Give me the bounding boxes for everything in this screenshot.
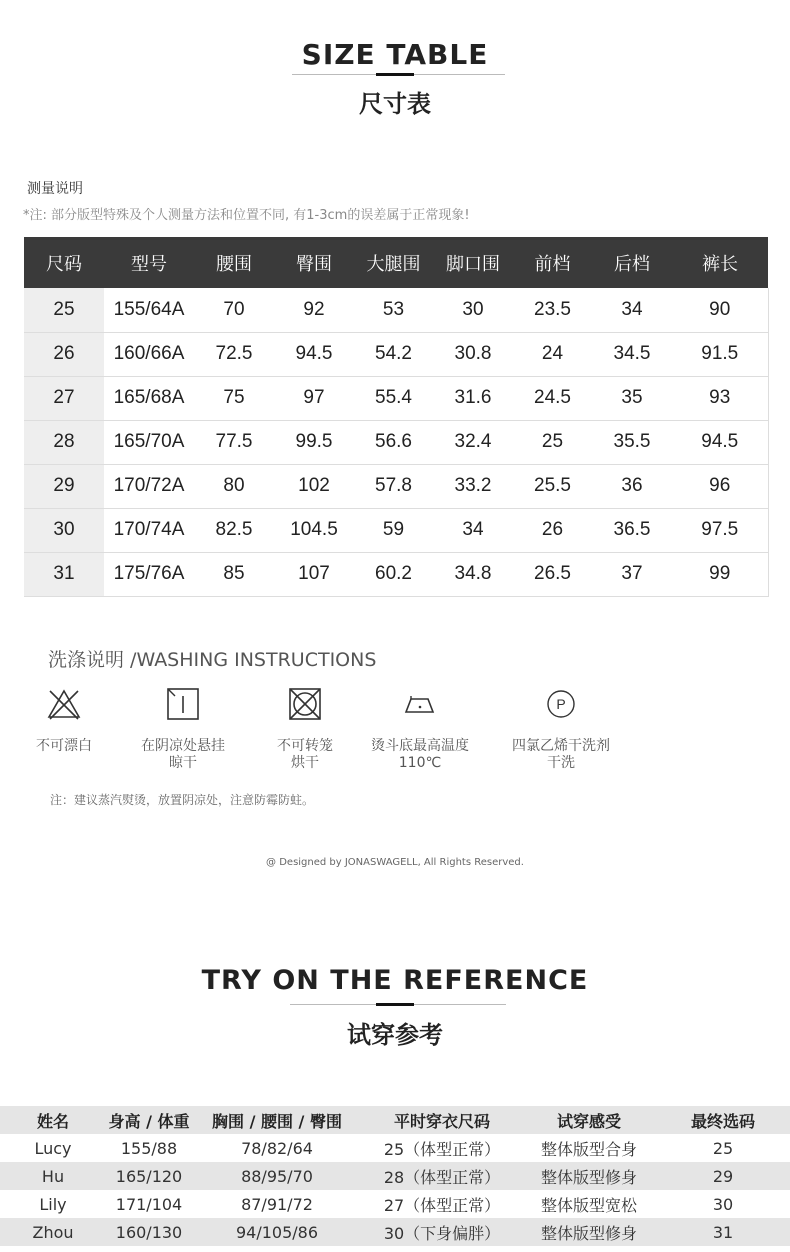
- back-rise-cell: 34.5: [592, 332, 672, 376]
- table-row: [24, 288, 768, 332]
- back-rise-cell: 35: [592, 376, 672, 420]
- waist-cell: 72.5: [194, 332, 274, 376]
- wash-label-line: 110℃: [398, 755, 442, 771]
- back-rise-cell: 35.5: [592, 420, 672, 464]
- model-cell: 175/76A: [104, 552, 194, 596]
- wash-item-dry-clean: [491, 686, 631, 772]
- try-on-subtitle: 试穿参考: [347, 1021, 443, 1049]
- measurements-cell: 88/95/70: [192, 1162, 362, 1190]
- header-model: 型号: [104, 237, 194, 288]
- wash-label-line: 四氯乙烯干洗剂: [512, 738, 610, 754]
- dry-clean-p-icon: [543, 686, 579, 722]
- length-cell: 99: [672, 552, 768, 596]
- header-feeling: 试穿感受: [522, 1106, 656, 1134]
- iron-low-icon: [402, 686, 438, 722]
- hip-cell: 99.5: [274, 420, 354, 464]
- height-weight-cell: 171/104: [115, 1194, 183, 1214]
- length-cell: 91.5: [672, 332, 768, 376]
- header-name: 姓名: [0, 1106, 106, 1134]
- usual-size-cell: 27（体型正常）: [383, 1195, 501, 1215]
- length-cell: 97.5: [672, 508, 768, 552]
- front-rise-cell: 26: [513, 508, 592, 552]
- size-table: [24, 237, 769, 597]
- hip-cell: 92: [274, 288, 354, 332]
- measure-heading: 测量说明: [27, 181, 83, 197]
- height-weight-cell: 160/130: [106, 1218, 192, 1246]
- try-table-header-row: [0, 1106, 790, 1134]
- model-cell: 155/64A: [104, 288, 194, 332]
- table-row: [24, 332, 768, 376]
- table-row: [0, 1190, 790, 1218]
- back-rise-cell: 37: [592, 552, 672, 596]
- wash-item-line-dry-shade: [113, 686, 253, 772]
- waist-cell: 70: [194, 288, 274, 332]
- thigh-cell: 60.2: [354, 552, 433, 596]
- hem-cell: 32.4: [433, 420, 513, 464]
- final-size-cell: 30: [712, 1194, 734, 1214]
- back-rise-cell: 34: [592, 288, 672, 332]
- size-title-rule-mark: [376, 73, 414, 76]
- header-thigh: 大腿围: [354, 237, 433, 288]
- front-rise-cell: 25: [513, 420, 592, 464]
- wash-label: [113, 738, 253, 772]
- name-cell: Hu: [0, 1162, 106, 1190]
- no-tumble-dry-icon: [287, 686, 323, 722]
- header-measurements: 胸围 / 腰围 / 臀围: [192, 1106, 362, 1134]
- thigh-cell: 56.6: [354, 420, 433, 464]
- hem-cell: 34.8: [433, 552, 513, 596]
- dry-clean-symbol: P: [556, 696, 566, 712]
- feeling-cell: 整体版型修身: [522, 1162, 656, 1190]
- size-table-title: SIZE TABLE: [301, 38, 489, 71]
- wash-label-line: 在阴凉处悬挂: [141, 738, 225, 754]
- hip-cell: 97: [274, 376, 354, 420]
- size-cell: 30: [24, 508, 104, 552]
- table-row: [0, 1134, 790, 1162]
- thigh-cell: 53: [354, 288, 433, 332]
- feeling-cell: 整体版型合身: [540, 1139, 637, 1159]
- hip-cell: 94.5: [274, 332, 354, 376]
- length-cell: 93: [672, 376, 768, 420]
- final-size-cell: 29: [656, 1162, 790, 1190]
- usual-size-cell: 30（下身偏胖）: [362, 1218, 522, 1246]
- washing-heading: 洗涤说明 /WASHING INSTRUCTIONS: [48, 649, 377, 671]
- length-cell: 90: [672, 288, 768, 332]
- header-back-rise: 后档: [592, 237, 672, 288]
- wash-label-line: 不可漂白: [36, 738, 92, 754]
- waist-cell: 82.5: [194, 508, 274, 552]
- try-title-rule-mark: [376, 1003, 414, 1006]
- wash-label-line: 干洗: [547, 755, 575, 771]
- table-row: [24, 464, 768, 508]
- waist-cell: 80: [194, 464, 274, 508]
- line-dry-shade-icon: [165, 686, 201, 722]
- name-cell: Lily: [39, 1194, 67, 1214]
- feeling-cell: 整体版型修身: [522, 1218, 656, 1246]
- table-row: [24, 420, 768, 464]
- hem-cell: 31.6: [433, 376, 513, 420]
- header-height-weight: 身高 / 体重: [106, 1106, 192, 1134]
- thigh-cell: 54.2: [354, 332, 433, 376]
- height-weight-cell: 165/120: [106, 1162, 192, 1190]
- wash-label: [350, 738, 490, 772]
- measure-note: *注: 部分版型特殊及个人测量方法和位置不同, 有1-3cm的误差属于正常现象!: [23, 208, 470, 223]
- size-cell: 25: [24, 288, 104, 332]
- wash-label-line: 烘干: [291, 755, 319, 771]
- thigh-cell: 57.8: [354, 464, 433, 508]
- header-size: 尺码: [24, 237, 104, 288]
- table-row: [24, 552, 768, 596]
- table-row: [0, 1218, 790, 1246]
- header-front-rise: 前档: [513, 237, 592, 288]
- size-cell: 28: [24, 420, 104, 464]
- thigh-cell: 59: [354, 508, 433, 552]
- hem-cell: 34: [433, 508, 513, 552]
- try-on-table: [0, 1106, 790, 1246]
- front-rise-cell: 23.5: [513, 288, 592, 332]
- wash-label-line: 烫斗底最高温度: [371, 738, 469, 754]
- model-cell: 170/74A: [104, 508, 194, 552]
- header-hem: 脚口围: [433, 237, 513, 288]
- hem-cell: 33.2: [433, 464, 513, 508]
- waist-cell: 85: [194, 552, 274, 596]
- final-size-cell: 25: [712, 1138, 734, 1158]
- hip-cell: 107: [274, 552, 354, 596]
- size-cell: 29: [24, 464, 104, 508]
- size-table-subtitle: 尺寸表: [359, 90, 431, 118]
- size-table-header-row: [24, 237, 768, 288]
- hip-cell: 102: [274, 464, 354, 508]
- measurements-cell: 78/82/64: [241, 1138, 313, 1158]
- header-hip: 臀围: [274, 237, 354, 288]
- washing-note: 注：建议蒸汽熨烫，放置阴凉处，注意防霉防蛀。: [50, 793, 315, 807]
- table-row: [24, 508, 768, 552]
- model-cell: 165/70A: [104, 420, 194, 464]
- front-rise-cell: 24.5: [513, 376, 592, 420]
- height-weight-cell: 155/88: [120, 1138, 178, 1158]
- header-length: 裤长: [672, 237, 768, 288]
- table-row: [24, 376, 768, 420]
- final-size-cell: 31: [656, 1218, 790, 1246]
- usual-size-cell: 25（体型正常）: [383, 1139, 501, 1159]
- table-row: [0, 1162, 790, 1190]
- front-rise-cell: 26.5: [513, 552, 592, 596]
- wash-label-line: 不可转笼: [277, 738, 333, 754]
- thigh-cell: 55.4: [354, 376, 433, 420]
- front-rise-cell: 25.5: [513, 464, 592, 508]
- size-cell: 27: [24, 376, 104, 420]
- hem-cell: 30.8: [433, 332, 513, 376]
- header-usual-size: 平时穿衣尺码: [362, 1106, 522, 1134]
- header-waist: 腰围: [194, 237, 274, 288]
- measurements-cell: 87/91/72: [241, 1194, 313, 1214]
- model-cell: 165/68A: [104, 376, 194, 420]
- length-cell: 96: [672, 464, 768, 508]
- back-rise-cell: 36: [592, 464, 672, 508]
- copyright: @ Designed by JONASWAGELL, All Rights Reserved.: [266, 857, 524, 868]
- feeling-cell: 整体版型宽松: [540, 1195, 637, 1215]
- waist-cell: 77.5: [194, 420, 274, 464]
- model-cell: 160/66A: [104, 332, 194, 376]
- name-cell: Zhou: [0, 1218, 106, 1246]
- wash-label: [491, 738, 631, 772]
- wash-label-line: 晾干: [169, 755, 197, 771]
- header-final-size: 最终选码: [656, 1106, 790, 1134]
- try-on-title: TRY ON THE REFERENCE: [201, 965, 589, 996]
- back-rise-cell: 36.5: [592, 508, 672, 552]
- name-cell: Lucy: [34, 1138, 72, 1158]
- measurements-cell: 94/105/86: [192, 1218, 362, 1246]
- waist-cell: 75: [194, 376, 274, 420]
- size-cell: 31: [24, 552, 104, 596]
- model-cell: 170/72A: [104, 464, 194, 508]
- size-cell: 26: [24, 332, 104, 376]
- hem-cell: 30: [433, 288, 513, 332]
- wash-item-iron-low: [350, 686, 490, 772]
- front-rise-cell: 24: [513, 332, 592, 376]
- usual-size-cell: 28（体型正常）: [362, 1162, 522, 1190]
- hip-cell: 104.5: [274, 508, 354, 552]
- no-bleach-icon: [46, 686, 82, 722]
- length-cell: 94.5: [672, 420, 768, 464]
